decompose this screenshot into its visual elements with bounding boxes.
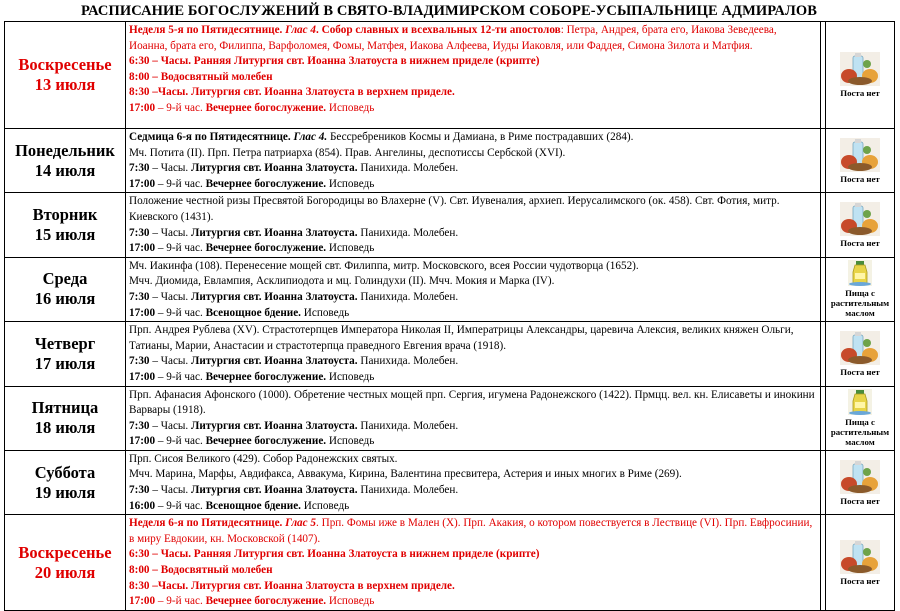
text-segment: 7:30 [129,419,150,432]
text-segment: – 9-й час. [155,242,206,255]
service-line [129,547,817,563]
service-line [129,594,817,610]
text-segment: – 9-й час. [155,306,206,319]
text-segment: Глас 4 [285,24,317,36]
fast-cell [826,193,895,257]
service-line [129,434,817,450]
day-row [5,322,895,386]
text-segment: Глас 5 [285,517,317,530]
text-segment: 7:30 [129,226,150,239]
text-segment: Мчч. Диомида, Евлампия, Асклипиодота и мц. Голиндухи (II). Мчч. Мокия и Марка (IV). [129,275,555,288]
date-label: 20 июля [34,562,96,582]
fast-label: Поста нет [840,173,880,184]
food-basket-icon [840,138,880,172]
date-label: 16 июля [34,289,96,309]
food-basket-icon [840,540,880,574]
fast-label: Пища с растительным маслом [830,417,890,448]
day-row [5,129,895,193]
weekday-label: Суббота [34,462,96,482]
text-segment: 7:30 [129,355,150,368]
day-cell [5,515,126,611]
weekday-label: Среда [42,269,88,289]
day-row [5,386,895,450]
service-line [129,419,817,435]
day-row [5,193,895,257]
text-segment: Неделя 5-я по Пятидесятнице. [129,24,286,36]
service-line [129,70,817,86]
service-line [129,259,817,275]
service-line [129,23,817,54]
services-cell [126,386,821,450]
text-segment: 8:30 –Часы. Литургия свт. Иоанна Златоуста в верхнем приделе. [129,579,455,592]
food-basket-icon [840,460,880,494]
service-line [129,130,817,146]
page-title: РАСПИСАНИЕ БОГОСЛУЖЕНИЙ В СВЯТО-ВЛАДИМИРСКОМ СОБОРЕ-УСЫПАЛЬНИЦЕ АДМИРАЛОВ [80,3,818,19]
text-segment: Литургия свт. Иоанна Златоуста. [191,162,358,175]
fast-cell [826,257,895,321]
text-segment: Панихида. Молебен. [357,226,459,239]
date-label: 15 июля [34,225,96,245]
service-line [129,467,817,483]
text-segment: Прп. Афанасия Афонского (1000). Обретение честных мощей прп. Сергия, игумена Радонежского (1422). Прмцц. вел. кн. Елисаветы и инокини Варвары (1918). [129,388,815,417]
text-segment: Литургия свт. Иоанна Златоуста. [191,419,358,432]
text-segment: – 9-й час. [155,595,206,608]
fast-label: Поста нет [840,495,880,506]
text-segment: Литургия свт. Иоанна Златоуста. [191,226,358,239]
text-segment: . Собор славных и всехвальных 12-ти апостолов [316,24,561,36]
text-segment: 17:00 [129,177,156,190]
text-segment: 6:30 – Часы. Ранняя Литургия свт. Иоанна Златоуста в нижнем приделе (крипте) [129,55,540,68]
text-segment: Панихида. Молебен. [357,162,459,175]
text-segment: 17:00 [129,435,156,448]
service-line [129,101,817,117]
food-basket-icon [840,202,880,236]
text-segment: Панихида. Молебен. [357,419,459,432]
text-segment: 7:30 [129,162,150,175]
oil-bottle-icon [848,389,872,415]
day-cell [5,450,126,514]
text-segment: Прп. Сисоя Великого (429). Собор Радонежских святых. [129,452,398,465]
text-segment: 8:00 – Водосвятный молебен [129,564,273,577]
service-line [129,483,817,499]
text-segment: Исповедь [300,499,350,512]
food-basket-icon [840,331,880,365]
service-line [129,54,817,70]
fast-cell [826,129,895,193]
text-segment: – Часы. [149,419,192,432]
text-segment: . Прп. Фомы иже в Мален (X). Прп. Акакия, о котором повествуется в Лествице (VI). Прп. Евфросинии, в миру Евдокии, кн. Московской (1407). [129,517,813,545]
text-segment: – Часы. [149,226,192,239]
weekday-label: Четверг [34,333,96,353]
service-line [129,274,817,290]
day-row [5,515,895,611]
service-line [129,161,817,177]
date-label: 17 июля [34,353,96,373]
text-segment: – Часы. [149,355,192,368]
text-segment: – 9-й час. [155,499,206,512]
text-segment: Бессребреников Космы и Дамиана, в Риме пострадавших (284). [327,131,634,143]
date-label: 19 июля [34,482,96,502]
text-segment: Исповедь [300,306,350,319]
food-basket-icon [840,52,880,86]
service-line [129,194,817,225]
oil-bottle-icon [848,260,872,286]
services-cell [126,322,821,386]
text-segment: Исповедь [326,101,375,114]
weekday-label: Вторник [32,205,98,225]
date-label: 14 июля [34,160,96,180]
text-segment: 8:00 – Водосвятный молебен [129,70,273,83]
text-segment: Панихида. Молебен. [357,290,459,303]
text-segment: Неделя 6-я по Пятидесятнице. [129,517,286,530]
text-segment: 16:00 [129,499,156,512]
service-line [129,563,817,579]
services-cell [126,193,821,257]
text-segment: Вечернее богослужение. [205,370,327,383]
day-cell [5,129,126,193]
fast-cell [826,386,895,450]
service-line [129,226,817,242]
day-cell [5,257,126,321]
text-segment: – 9-й час. [155,177,206,190]
fast-label: Поста нет [840,238,880,249]
text-segment: – Часы. [149,162,192,175]
text-segment: – 9-й час. [155,370,206,383]
service-line [129,452,817,468]
text-segment: Исповедь [326,435,375,448]
text-segment: Исповедь [326,595,375,608]
day-cell [5,322,126,386]
text-segment: Вечернее богослужение. [205,595,327,608]
text-segment: Положение честной ризы Пресвятой Богородицы во Влахерне (V). Свт. Иувеналия, архиеп. Иерусалимского (ок. 458). Свт. Фотия, митр. Киевского (1431). [129,195,780,223]
service-line [129,388,817,419]
text-segment: 17:00 [129,242,156,255]
services-cell [126,22,821,129]
fast-cell [826,515,895,611]
fast-cell [826,322,895,386]
service-line [129,370,817,386]
fast-label: Пища с растительным маслом [830,288,890,319]
day-row [5,22,895,129]
service-line [129,499,817,515]
text-segment: Вечернее богослужение. [205,435,327,448]
text-segment: Панихида. Молебен. [357,355,459,368]
text-segment: Панихида. Молебен. [357,484,459,497]
text-segment: : Петра, Андрея, брата его, Иакова Зеведеева, Иоанна, брата его, Филиппа, Варфоломея, Фомы, Матфея, Иакова Алфеева, Иуды Иаковля, или Фаддея, Симона Зилота и Матфия. [129,24,777,52]
day-cell [5,386,126,450]
text-segment: Мч. Потита (II). Прп. Петра патриарха (854). Прав. Ангелины, деспотиссы Сербской (XVI). [129,146,566,159]
day-cell [5,193,126,257]
text-segment: 8:30 –Часы. Литургия свт. Иоанна Златоуста в верхнем приделе. [129,86,455,99]
text-segment: Литургия свт. Иоанна Златоуста. [191,484,358,497]
schedule-table [4,21,895,611]
service-line [129,579,817,595]
service-line [129,177,817,193]
text-segment: Вечернее богослужение. [205,242,327,255]
text-segment: – Часы. [149,484,192,497]
fast-cell [826,22,895,129]
text-segment: Вечернее богослужение. [205,101,327,114]
text-segment: 6:30 – Часы. Ранняя Литургия свт. Иоанна Златоуста в нижнем приделе (крипте) [129,548,540,561]
text-segment: Вечернее богослужение. [205,177,327,190]
text-segment: 7:30 [129,484,150,497]
service-line [129,85,817,101]
text-segment: Литургия свт. Иоанна Златоуста. [191,290,358,303]
text-segment: 17:00 [129,595,156,608]
weekday-label: Понедельник [15,140,115,160]
date-label: 18 июля [34,418,96,438]
text-segment: 17:00 [129,101,156,114]
text-segment: Исповедь [326,370,375,383]
service-line [129,306,817,322]
text-segment: Всенощное бдение. [205,306,301,319]
day-row [5,257,895,321]
text-segment: Исповедь [326,242,375,255]
services-cell [126,257,821,321]
day-cell [5,22,126,129]
text-segment: 17:00 [129,370,156,383]
date-label: 13 июля [34,75,96,94]
text-segment: Мчч. Марина, Марфы, Авдифакса, Аввакума, Кирина, Валентина пресвитера, Астерия и иных многих в Риме (269). [129,468,682,481]
text-segment: Литургия свт. Иоанна Златоуста. [191,355,358,368]
service-line [129,241,817,257]
fast-label: Поста нет [840,366,880,377]
weekday-label: Воскресенье [18,55,112,74]
service-line [129,516,817,547]
text-segment: Мч. Иакинфа (108). Перенесение мощей свт. Филиппа, митр. Московского, всея России чудотворца (1652). [129,259,639,272]
text-segment: Глас 4. [293,131,328,143]
fast-label: Поста нет [840,88,880,98]
fast-label: Поста нет [840,575,880,586]
services-cell [126,129,821,193]
text-segment: – 9-й час. [155,101,206,114]
text-segment: Седмица 6-я по Пятидесятнице. [129,131,294,143]
text-segment: Всенощное бдение. [205,499,301,512]
day-row [5,450,895,514]
text-segment: 17:00 [129,306,156,319]
service-line [129,323,817,354]
fast-cell [826,450,895,514]
services-cell [126,515,821,611]
weekday-label: Воскресенье [18,542,112,562]
text-segment: – 9-й час. [155,435,206,448]
text-segment: Исповедь [326,177,375,190]
text-segment: 7:30 [129,290,150,303]
service-line [129,290,817,306]
text-segment: Прп. Андрея Рублева (XV). Страстотерпцев Императора Николая II, Императрицы Александры, царевича Алексия, великих княжен Ольги, Татианы, Марии, Анастасии и страстотерпца праведного Евгения врача (1918). [129,324,794,352]
services-cell [126,450,821,514]
service-line [129,354,817,370]
text-segment: – Часы. [149,290,192,303]
service-line [129,146,817,162]
weekday-label: Пятница [31,398,99,418]
